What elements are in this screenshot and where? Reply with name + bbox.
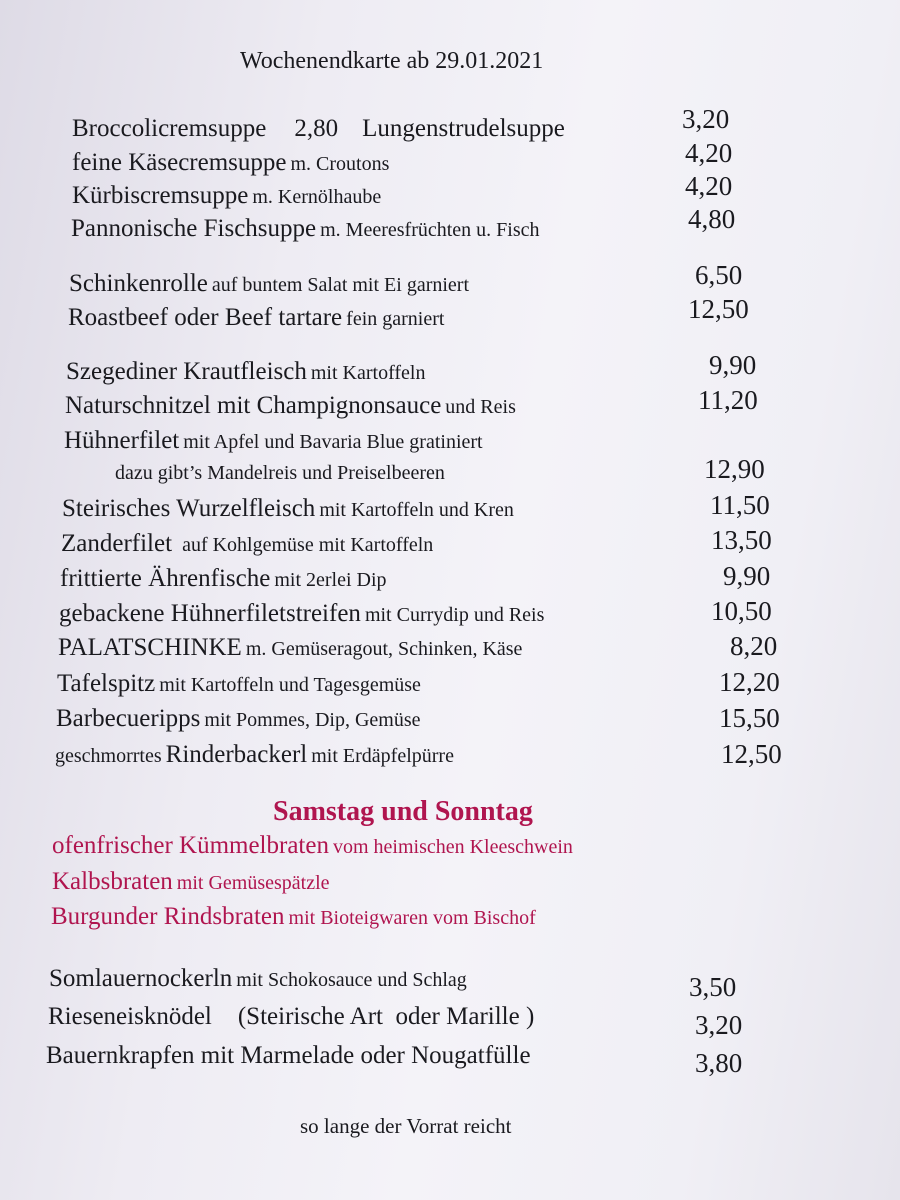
item-description: vom heimischen Kleeschwein xyxy=(332,836,573,858)
item-price: 3,20 xyxy=(695,1010,743,1040)
menu-item xyxy=(59,600,544,628)
item-name: Schinkenrolle xyxy=(69,270,208,297)
item-description: m. Kernölhaube xyxy=(252,186,382,208)
item-price: 2,80 xyxy=(294,115,339,142)
item-name: Bauernkrapfen mit Marmelade oder Nougatfülle xyxy=(46,1042,531,1069)
item-name: gebackene Hühnerfiletstreifen xyxy=(59,600,361,627)
item-name: Broccolicremsuppe xyxy=(72,115,267,142)
item-price: 12,20 xyxy=(719,667,780,697)
item-description: dazu gibt’s Mandelreis und Preiselbeeren xyxy=(115,462,445,484)
menu-item xyxy=(71,215,540,243)
item-name: Somlauernockerln xyxy=(49,965,233,992)
item-description: mit Schokosauce und Schlag xyxy=(236,969,467,991)
item-price: 9,90 xyxy=(723,561,771,591)
menu-item xyxy=(69,270,469,298)
item-name: Hühnerfilet xyxy=(64,427,180,454)
item-name: Naturschnitzel mit Champignonsauce xyxy=(65,392,442,419)
item-description: mit Kartoffeln und Tagesgemüse xyxy=(159,674,421,696)
weekend-heading: Samstag und Sonntag xyxy=(273,796,533,827)
item-price: 11,20 xyxy=(698,385,758,415)
item-price: 12,50 xyxy=(721,739,782,769)
item-price: 4,80 xyxy=(688,204,736,234)
menu-item xyxy=(72,115,565,143)
item-price: 6,50 xyxy=(695,260,743,290)
item-description: mit Gemüsespätzle xyxy=(176,872,330,894)
menu-item xyxy=(58,634,522,662)
item-price: 3,50 xyxy=(689,972,737,1002)
menu-item xyxy=(65,392,516,420)
menu-item xyxy=(57,670,421,698)
item-name: Rinderbackerl xyxy=(165,741,308,768)
item-name: Szegediner Krautfleisch xyxy=(66,358,307,385)
item-price: 3,20 xyxy=(682,104,730,134)
footer-note: so lange der Vorrat reicht xyxy=(300,1114,512,1138)
item-price: 10,50 xyxy=(711,596,772,626)
item-name: Lungenstrudelsuppe xyxy=(362,115,565,142)
item-name: Barbecueripps xyxy=(56,705,201,732)
menu-item xyxy=(68,304,444,332)
item-name: Pannonische Fischsuppe xyxy=(71,215,317,242)
item-name: Zanderfilet xyxy=(61,530,173,557)
item-description: und Reis xyxy=(445,396,516,418)
item-price: 12,90 xyxy=(704,454,765,484)
menu-item xyxy=(48,1003,534,1031)
weekend-item xyxy=(52,832,573,860)
item-price: 11,50 xyxy=(710,490,770,520)
item-description: fein garniert xyxy=(346,308,445,330)
menu-item xyxy=(49,965,467,993)
item-description: m. Meeresfrüchten u. Fisch xyxy=(320,219,540,241)
menu-title: Wochenendkarte ab 29.01.2021 xyxy=(240,48,544,74)
item-description: mit Erdäpfelpürre xyxy=(311,745,454,767)
weekend-item xyxy=(52,868,330,896)
item-description: auf buntem Salat mit Ei garniert xyxy=(211,274,470,296)
item-description: mit Apfel und Bavaria Blue gratiniert xyxy=(183,431,483,453)
item-name: Roastbeef oder Beef tartare xyxy=(68,304,343,331)
menu-item xyxy=(72,182,381,210)
item-price: 15,50 xyxy=(719,703,780,733)
menu-item xyxy=(64,427,483,455)
item-description: mit Currydip und Reis xyxy=(364,604,545,626)
item-description: mit 2erlei Dip xyxy=(274,569,387,591)
item-name: Burgunder Rindsbraten xyxy=(51,903,285,930)
item-price: 8,20 xyxy=(730,631,778,661)
item-description: (Steirische Art oder Marille ) xyxy=(237,1003,535,1030)
menu-item xyxy=(72,149,389,177)
item-name: Kürbiscremsuppe xyxy=(72,182,249,209)
item-price: 13,50 xyxy=(711,525,772,555)
item-price: 3,80 xyxy=(695,1048,743,1078)
item-description: auf Kohlgemüse mit Kartoffeln xyxy=(182,534,434,556)
item-name: Kalbsbraten xyxy=(52,868,173,895)
weekend-item xyxy=(51,903,536,931)
item-name: Steirisches Wurzelfleisch xyxy=(62,495,316,522)
item-name: feine Käsecremsuppe xyxy=(72,149,287,176)
menu-item xyxy=(66,358,425,386)
item-description: m. Croutons xyxy=(290,153,390,175)
item-description: mit Kartoffeln und Kren xyxy=(319,499,514,521)
menu-item xyxy=(61,530,433,558)
item-price: 9,90 xyxy=(709,350,757,380)
menu-item xyxy=(56,705,421,733)
item-description: m. Gemüseragout, Schinken, Käse xyxy=(245,638,523,660)
menu-item xyxy=(62,495,514,523)
item-name: PALATSCHINKE xyxy=(58,634,242,661)
item-name: Tafelspitz xyxy=(57,670,156,697)
menu-item xyxy=(60,565,387,593)
menu-item xyxy=(55,741,454,769)
item-price: 4,20 xyxy=(685,171,733,201)
menu-item xyxy=(46,1042,531,1070)
item-name-prefix: geschmorrtes xyxy=(55,745,162,767)
item-name: frittierte Ährenfische xyxy=(60,565,271,592)
item-name: Rieseneisknödel xyxy=(48,1003,212,1030)
item-description-line xyxy=(115,462,445,485)
item-price: 12,50 xyxy=(688,294,749,324)
item-description: mit Kartoffeln xyxy=(310,362,426,384)
item-description: mit Bioteigwaren vom Bischof xyxy=(288,907,536,929)
item-price: 4,20 xyxy=(685,138,733,168)
item-name: ofenfrischer Kümmelbraten xyxy=(52,832,329,859)
item-description: mit Pommes, Dip, Gemüse xyxy=(204,709,421,731)
